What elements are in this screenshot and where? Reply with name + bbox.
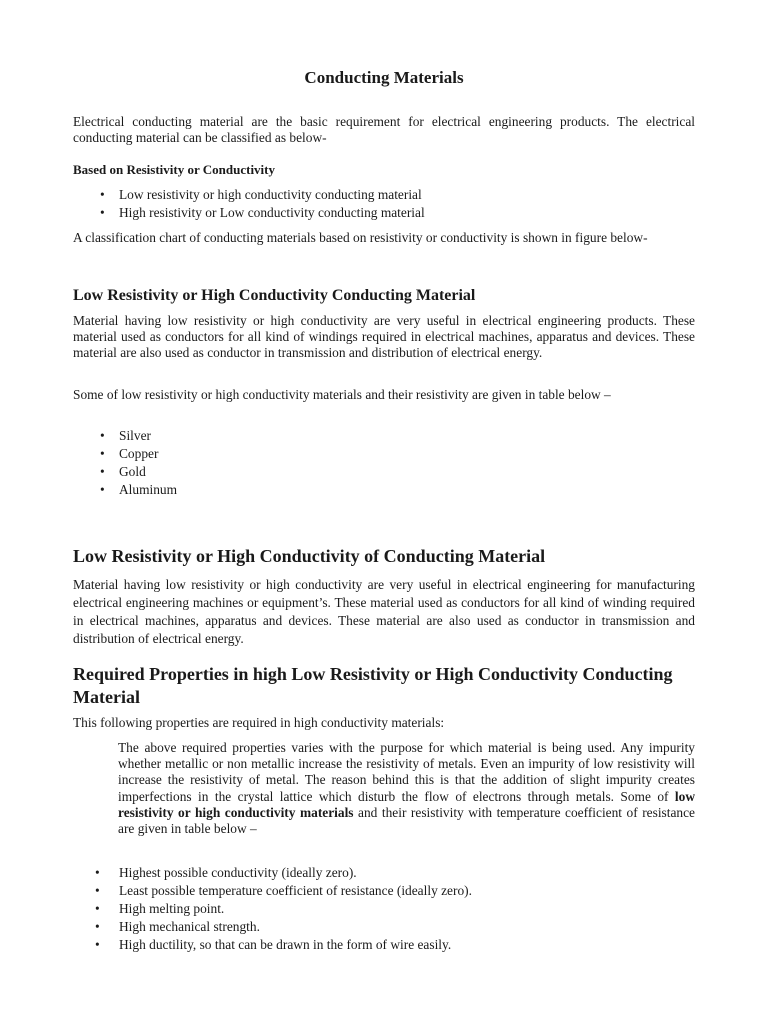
intro-paragraph: Electrical conducting material are the basic requirement for electrical engineering products. The electrical conducting material can be classified as below- xyxy=(73,114,695,146)
list-item: • Aluminum xyxy=(100,482,178,497)
list-item: • Highest possible conductivity (ideally zero). xyxy=(95,865,357,880)
emphasis-text: low resistivity or high conductivity materials xyxy=(118,788,695,820)
bullet-icon: • xyxy=(95,883,100,898)
classification-list xyxy=(73,186,695,222)
bullet-icon: • xyxy=(95,901,100,916)
conducting-material-paragraph: Material having low resistivity or high conductivity are very useful in electrical engineering for manufacturing electrical engineering machines or equipment’s. These material used as conductors for all kind of winding required in electrical machines, apparatus and devices. These material are also used as conductor in transmission and distribution of electrical energy. xyxy=(73,577,695,646)
bullet-icon: • xyxy=(100,482,105,497)
properties-lead-paragraph: This following properties are required in high conductivity materials: xyxy=(73,715,445,730)
impurity-paragraph: The above required properties varies with the purpose for which material is being used. Any impurity whether metallic or non metallic increase the resistivity of metals. Even an impurity of low resistivity will increase the resistivity of metal. The reason behind this is that the addition of slight impurity creates imperfections in the crystal lattice which disturb the flow of electrons through metals. Some of low resistivity or high conductivity materials and their resistivity with temperature coefficient of resistance are given in table below – xyxy=(118,740,695,837)
document-title: Conducting Materials xyxy=(304,68,464,87)
materials-list xyxy=(73,427,695,499)
section-heading-low-resistivity: Low Resistivity or High Conductivity Conducting Material xyxy=(73,287,476,304)
bullet-icon: • xyxy=(95,865,100,880)
list-item: • Copper xyxy=(100,446,159,461)
low-resistivity-paragraph: Material having low resistivity or high conductivity are very useful in electrical engineering products. These material used as conductors for all kind of windings required in electrical machines, apparatus and devices. These material are also used as conductor in transmission and distribution of electrical energy. xyxy=(73,313,695,361)
bullet-icon: • xyxy=(95,937,100,952)
list-item: • Gold xyxy=(100,464,146,479)
bullet-icon: • xyxy=(100,205,105,220)
list-item: • Low resistivity or high conductivity conducting material xyxy=(100,187,422,202)
section-heading-required-properties: Required Properties in high Low Resistivity or High Conductivity Conducting Material xyxy=(73,664,673,707)
list-item: • Silver xyxy=(100,428,151,443)
list-item: • High melting point. xyxy=(95,901,225,916)
materials-intro-paragraph: Some of low resistivity or high conductivity materials and their resistivity are given in table below – xyxy=(73,387,611,402)
bullet-icon: • xyxy=(100,187,105,202)
list-item: • High mechanical strength. xyxy=(95,919,260,934)
section-heading-conducting-material: Low Resistivity or High Conductivity of Conducting Material xyxy=(73,546,546,566)
properties-list xyxy=(73,864,695,954)
chart-reference-paragraph: A classification chart of conducting materials based on resistivity or conductivity is shown in figure below- xyxy=(73,230,648,245)
list-item: • High ductility, so that can be drawn in the form of wire easily. xyxy=(95,937,452,952)
bullet-icon: • xyxy=(100,464,105,479)
list-item: • Least possible temperature coefficient of resistance (ideally zero). xyxy=(95,883,472,898)
bullet-icon: • xyxy=(100,428,105,443)
bullet-icon: • xyxy=(95,919,100,934)
list-item: • High resistivity or Low conductivity conducting material xyxy=(100,205,425,220)
bullet-icon: • xyxy=(100,446,105,461)
section-heading-resistivity: Based on Resistivity or Conductivity xyxy=(73,162,275,177)
